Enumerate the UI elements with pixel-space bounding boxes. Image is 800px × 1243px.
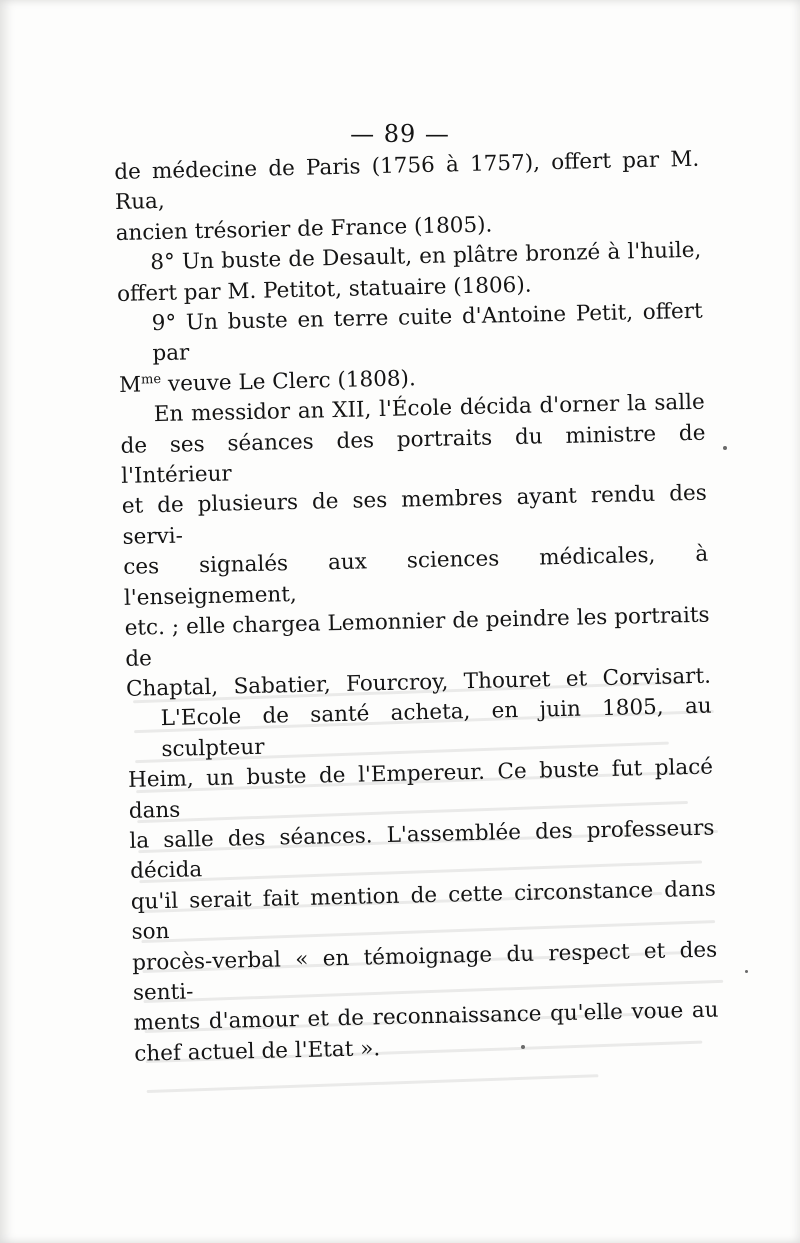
text-line: et de plusieurs de ses membres ayant rendu des servi- — [121, 481, 708, 550]
text-line: En messidor an XII, l'École décida d'orner la salle — [153, 389, 705, 428]
text-line: offert par M. Petitot, statuaire (1806). — [116, 272, 532, 307]
text-line: Heim, un buste de l'Empereur. Ce buste fut placé dans — [127, 754, 714, 824]
text-line: de ses séances des portraits du ministre de l'Intérieur — [120, 420, 706, 489]
text-line: la salle des séances. L'assemblée des professeurs décida — [129, 815, 715, 885]
text-line: $M^{me}$ veuve Le Clerc (1808). — [118, 366, 417, 398]
text-line: 9° Un buste en terre cuite d'Antoine Petit, offert par — [151, 298, 703, 367]
text-line: L'Ecole de santé acheta, en juin 1805, au sculpteur — [160, 693, 712, 762]
text-line: qu'il serait fait mention de cette circonstance dans son — [130, 876, 717, 945]
text-line: ces signalés aux sciences médicales, à l'enseignement, — [123, 541, 709, 611]
paper-speck — [723, 446, 727, 450]
text-line: etc. ; elle chargea Lemonnier de peindre les portraits de — [124, 602, 710, 672]
text-line: Chaptal, Sabatier, Fourcroy, Thouret et Corvisart. — [125, 663, 712, 702]
body-text — [114, 145, 720, 1070]
paper-speck — [745, 970, 748, 973]
text-line: 8° Un buste de Desault, en plâtre bronzé à l'huile, — [150, 237, 702, 276]
page-number: — 89 — — [350, 120, 450, 148]
text-line: de médecine de Paris (1756 à 1757), offert par M. Rua, — [114, 146, 700, 216]
text-line: ancien trésorier de France (1805). — [115, 212, 493, 246]
text-line: procès-verbal « en témoignage du respect et des senti- — [131, 937, 718, 1006]
superscript: me — [140, 371, 162, 388]
text-line: chef actuel de l'Etat ». — [134, 1035, 381, 1067]
text-line: ments d'amour et de reconnaissance qu'elle voue au — [133, 997, 719, 1037]
